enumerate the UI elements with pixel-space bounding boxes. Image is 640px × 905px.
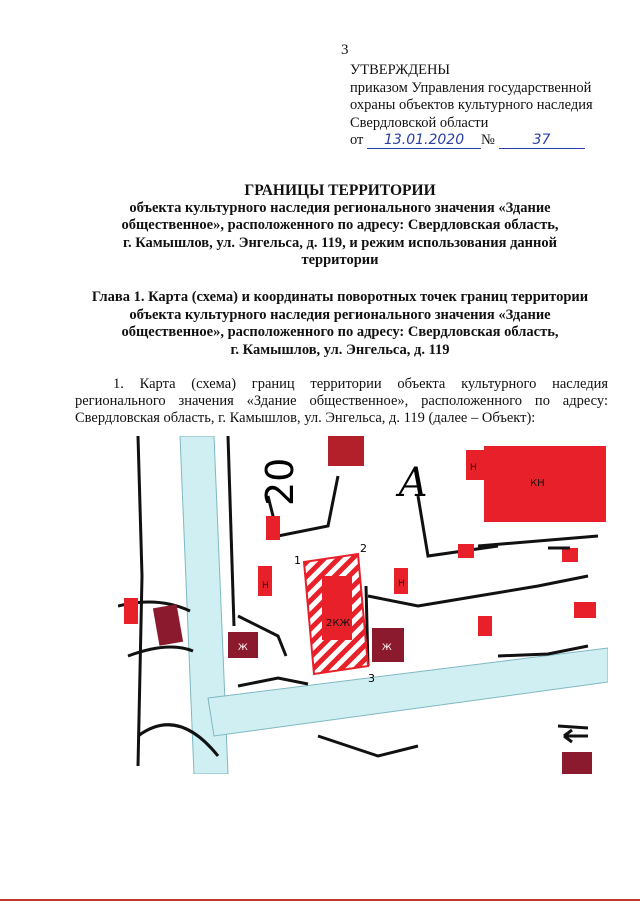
object-building xyxy=(322,576,352,640)
handwritten-date: 13.01.2020 xyxy=(367,133,481,149)
building-zh-left xyxy=(153,604,183,646)
label-zh-right: Ж xyxy=(382,643,392,653)
page-number: 3 xyxy=(341,42,349,58)
paragraph-text: 1. Карта (схема) границ территории объекта культурного наследия регионального значения «Здание общественное», расположенного по адресу: Свердловская область, г. Камышлов, ул. Энгельса, д. 119 (далее – Объект): xyxy=(75,376,608,426)
label-n-mid: Н xyxy=(398,579,405,589)
heading-line-2: объекта культурного наследия регионального значения «Здание xyxy=(129,199,551,216)
chapter-line-1: Глава 1. Карта (схема) и координаты поворотных точек границ территории xyxy=(91,289,589,305)
label-n-top: Н xyxy=(470,463,477,473)
building-top-dark xyxy=(328,436,364,466)
building-n-right4 xyxy=(574,602,596,618)
number-prefix: № xyxy=(481,132,495,148)
chapter-heading xyxy=(75,289,605,359)
label-n-left: Н xyxy=(262,581,269,591)
page-bottom-border xyxy=(0,899,640,901)
map-letter-a: А xyxy=(398,460,429,506)
chapter-line-2: объекта культурного наследия регионального значения «Здание xyxy=(129,306,551,323)
building-kn xyxy=(484,446,606,522)
label-zh-mid: Ж xyxy=(238,643,248,653)
point-3: 3 xyxy=(368,672,375,685)
building-n-right1 xyxy=(458,544,474,558)
date-prefix: от xyxy=(350,132,364,148)
approval-line-3: Свердловской области xyxy=(350,114,489,131)
approval-date-line xyxy=(350,132,635,150)
heading-line-5: территории xyxy=(301,252,379,268)
approval-block xyxy=(350,62,635,150)
building-n-left3 xyxy=(124,598,138,624)
paragraph-1 xyxy=(75,376,608,427)
heading-line-1: ГРАНИЦЫ ТЕРРИТОРИИ xyxy=(244,182,436,199)
heading xyxy=(75,182,605,270)
label-kn: КН xyxy=(530,478,545,489)
chapter-line-3: общественное», расположенного по адресу: Свердловская область, xyxy=(121,324,559,340)
road-diagonal xyxy=(208,648,608,736)
building-n-left1 xyxy=(266,516,280,540)
point-1: 1 xyxy=(294,554,301,567)
heading-line-4: г. Камышлов, ул. Энгельса, д. 119, и режим использования данной xyxy=(123,234,557,251)
approval-line-2: охраны объектов культурного наследия xyxy=(350,97,593,113)
object-label: 2КЖ xyxy=(326,618,351,629)
arrow-left-1 xyxy=(564,730,588,742)
building-n-right2 xyxy=(562,548,578,562)
handwritten-number: 37 xyxy=(499,133,585,149)
building-zh-bottom xyxy=(562,752,592,774)
boundary-map xyxy=(118,436,608,774)
building-n-right3 xyxy=(478,616,492,636)
point-2: 2 xyxy=(360,542,367,555)
approval-title: УТВЕРЖДЕНЫ xyxy=(350,62,451,78)
approval-line-1: приказом Управления государственной xyxy=(350,79,592,96)
heading-line-3: общественное», расположенного по адресу: Свердловская область, xyxy=(121,217,559,233)
chapter-line-4: г. Камышлов, ул. Энгельса, д. 119 xyxy=(230,341,450,358)
map-street-number: 20 xyxy=(258,457,302,506)
